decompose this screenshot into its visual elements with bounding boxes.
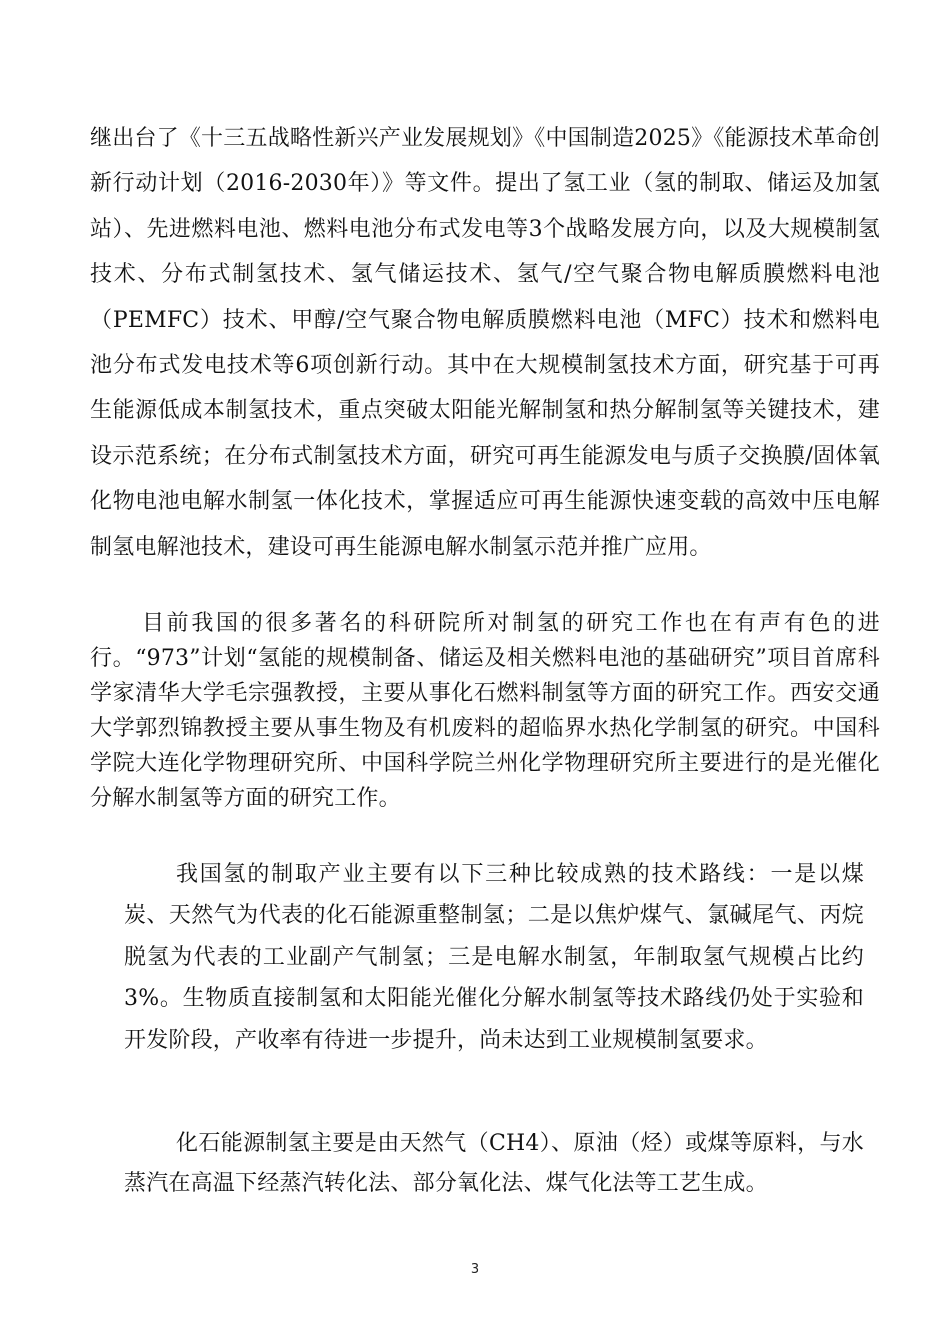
paragraph-fossil-hydrogen: 化石能源制氢主要是由天然气（CH4）、原油（烃）或煤等原料，与水蒸汽在高温下经蒸汽转化法、部分氧化法、煤气化法等工艺生成。 (124, 1131, 864, 1196)
paragraph-production-routes: 我国氢的制取产业主要有以下三种比较成熟的技术路线：一是以煤炭、天然气为代表的化石能源重整制氢；二是以焦炉煤气、氯碱尾气、丙烷脱氢为代表的工业副产气制氢；三是电解水制氢，年制取氢气规模占比约3%。生物质直接制氢和太阳能光催化分解水制氢等技术路线仍处于实验和开发阶段，产收率有待进一步提升，尚未达到工业规模制氢要求。 (124, 862, 864, 1053)
paragraph-research-institutes: 目前我国的很多著名的科研院所对制氢的研究工作也在有声有色的进行。“973”计划“氢能的规模制备、储运及相关燃料电池的基础研究”项目首席科学家清华大学毛宗强教授，主要从事化石燃料制氢等方面的研究工作。西安交通大学郭烈锦教授主要从事生物及有机废料的超临界水热化学制氢的研究。中国科学院大连化学物理研究所、中国科学院兰州化学物理研究所主要进行的是光催化分解水制氢等方面的研究工作。 (90, 611, 880, 811)
page-number: 3 (470, 1262, 480, 1277)
paragraph-policy-plans: 继出台了《十三五战略性新兴产业发展规划》《中国制造2025》《能源技术革命创新行动计划（2016-2030年）》等文件。提出了氢工业（氢的制取、储运及加氢站）、先进燃料电池、燃料电池分布式发电等3个战略发展方向，以及大规模制氢技术、分布式制氢技术、氢气储运技术、氢气/空气聚合物电解质膜燃料电池（PEMFC）技术、甲醇/空气聚合物电解质膜燃料电池（MFC）技术和燃料电池分布式发电技术等6项创新行动。其中在大规模制氢技术方面，研究基于可再生能源低成本制氢技术，重点突破太阳能光解制氢和热分解制氢等关键技术，建设示范系统；在分布式制氢技术方面，研究可再生能源发电与质子交换膜/固体氧化物电池电解水制氢一体化技术，掌握适应可再生能源快速变载的高效中压电解制氢电解池技术，建设可再生能源电解水制氢示范并推广应用。 (90, 126, 880, 560)
